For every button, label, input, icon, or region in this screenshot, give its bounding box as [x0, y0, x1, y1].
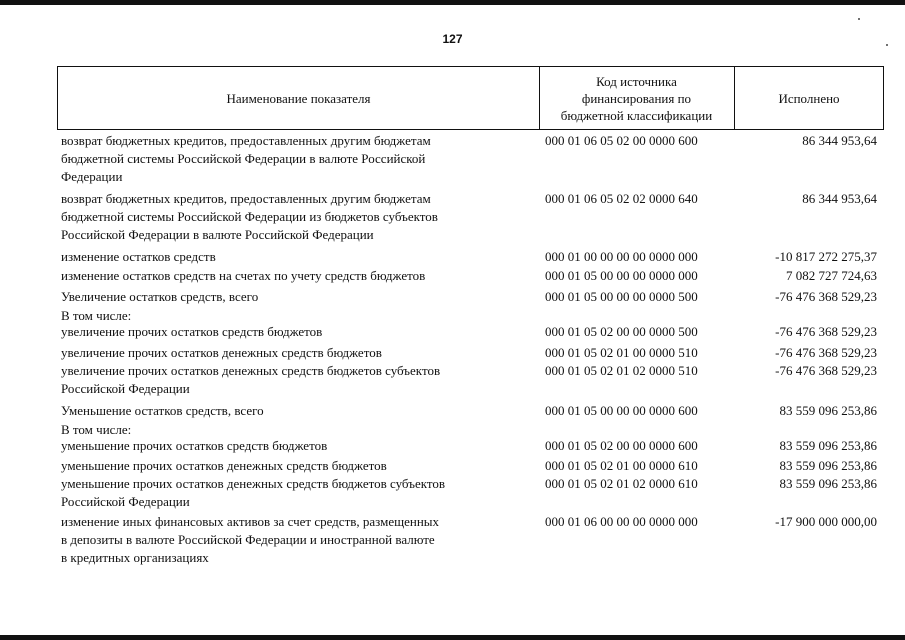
row-value: 83 559 096 253,86 [779, 458, 877, 473]
header-executed-label: Исполнено [778, 90, 840, 106]
row-value: 86 344 953,64 [802, 191, 877, 206]
row-name-line: изменение остатков средств [61, 249, 216, 264]
row-name-line: В том числе: [61, 422, 132, 437]
row-value: -10 817 272 275,37 [775, 249, 877, 264]
row-name [61, 475, 531, 511]
row-name [61, 190, 531, 244]
row-code: 000 01 05 02 00 00 0000 500 [545, 324, 698, 339]
row-name-line: уменьшение прочих остатков денежных средств бюджетов [61, 458, 387, 473]
row-code: 000 01 05 00 00 00 0000 600 [545, 403, 698, 418]
row-name-line: Уменьшение остатков средств, всего [61, 403, 264, 418]
row-value: 86 344 953,64 [802, 133, 877, 148]
row-name [61, 132, 531, 186]
row-name-line: Увеличение остатков средств, всего [61, 289, 259, 304]
row-name [61, 437, 531, 455]
row-name-line: возврат бюджетных кредитов, предоставленных другим бюджетам [61, 191, 431, 206]
row-name [61, 402, 531, 420]
row-name-line: бюджетной системы Российской Федерации из бюджетов субъектов [61, 209, 438, 224]
row-name-line: увеличение прочих остатков денежных средств бюджетов [61, 345, 382, 360]
row-name-line: увеличение прочих остатков средств бюджетов [61, 324, 323, 339]
row-name-line: уменьшение прочих остатков денежных средств бюджетов субъектов [61, 476, 446, 491]
row-code: 000 01 05 02 01 02 0000 610 [545, 476, 698, 491]
row-name-line: изменение остатков средств на счетах по учету средств бюджетов [61, 268, 426, 283]
header-code-line: финансирования по [581, 90, 692, 106]
row-value: 83 559 096 253,86 [779, 403, 877, 418]
row-name-line: Российской Федерации в валюте Российской Федерации [61, 227, 374, 242]
row-name-line: возврат бюджетных кредитов, предоставленных другим бюджетам [61, 133, 431, 148]
row-code: 000 01 05 02 00 00 0000 600 [545, 438, 698, 453]
row-value: 7 082 727 724,63 [786, 268, 877, 283]
header-name-label: Наименование показателя [226, 90, 371, 106]
row-name-line: бюджетной системы Российской Федерации в валюте Российской [61, 151, 426, 166]
row-name-line: в кредитных организациях [61, 550, 209, 565]
row-name-line: Российской Федерации [61, 494, 190, 509]
row-name-line: Федерации [61, 169, 123, 184]
row-name [61, 362, 531, 398]
row-name [61, 288, 531, 306]
row-name [61, 248, 531, 266]
row-name-line: В том числе: [61, 308, 132, 323]
header-code-line: бюджетной классификации [560, 107, 713, 123]
row-code: 000 01 06 05 02 00 0000 600 [545, 133, 698, 148]
row-value: -76 476 368 529,23 [775, 324, 877, 339]
row-name-line: изменение иных финансовых активов за счет средств, размещенных [61, 514, 440, 529]
row-name [61, 323, 531, 341]
row-value: -76 476 368 529,23 [775, 289, 877, 304]
page-number: 127 [442, 32, 463, 46]
row-name [61, 457, 531, 475]
row-name-line: увеличение прочих остатков денежных средств бюджетов субъектов [61, 363, 441, 378]
row-value: 83 559 096 253,86 [779, 438, 877, 453]
row-name-line: в депозиты в валюте Российской Федерации и иностранной валюте [61, 532, 435, 547]
row-code: 000 01 00 00 00 00 0000 000 [545, 249, 698, 264]
row-code: 000 01 06 05 02 02 0000 640 [545, 191, 698, 206]
row-name [61, 344, 531, 362]
row-name-line: Российской Федерации [61, 381, 190, 396]
row-name-line: уменьшение прочих остатков средств бюджетов [61, 438, 328, 453]
row-code: 000 01 05 00 00 00 0000 500 [545, 289, 698, 304]
header-code-line: Код источника [596, 73, 677, 89]
row-value: -76 476 368 529,23 [775, 345, 877, 360]
row-code: 000 01 06 00 00 00 0000 000 [545, 514, 698, 529]
row-value: 83 559 096 253,86 [779, 476, 877, 491]
row-name [61, 267, 531, 285]
row-value: -17 900 000 000,00 [775, 514, 877, 529]
row-value: -76 476 368 529,23 [775, 363, 877, 378]
row-code: 000 01 05 02 01 02 0000 510 [545, 363, 698, 378]
row-code: 000 01 05 02 01 00 0000 510 [545, 345, 698, 360]
row-code: 000 01 05 00 00 00 0000 000 [545, 268, 698, 283]
row-code: 000 01 05 02 01 00 0000 610 [545, 458, 698, 473]
row-name [61, 513, 531, 567]
